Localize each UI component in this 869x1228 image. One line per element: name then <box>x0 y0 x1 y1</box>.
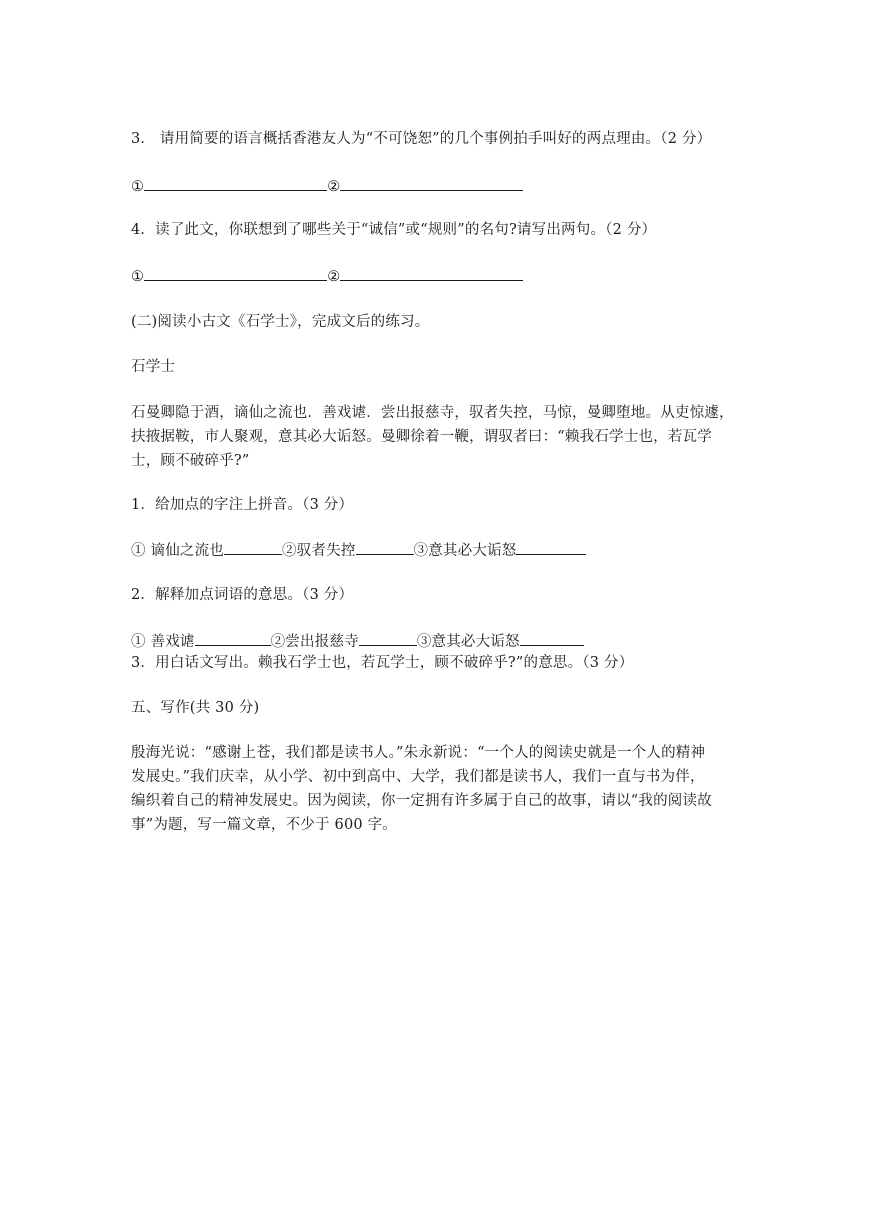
answer-blank <box>359 631 417 646</box>
answer-blank-2 <box>340 176 523 191</box>
passage-question-1: 1．给加点的字注上拼音。（3 分） <box>131 497 354 513</box>
answer-blank <box>195 631 271 646</box>
question-3: 3． 请用简要的语言概括香港友人为“不可饶恕”的几个事例拍手叫好的两点理由。（2 分） <box>131 131 712 147</box>
passage-question-3: 3．用白话文写出。赖我石学士也，若瓦学士，顾不破碎乎?”的意思。（3 分） <box>131 655 634 671</box>
item-label: ① 善戏谑 <box>131 634 195 650</box>
answer-mark-1: ① <box>131 269 145 285</box>
question-4: 4．读了此文，你联想到了哪些关于“诚信”或“规则”的名句?请写出两句。（2 分） <box>131 222 657 238</box>
answer-blank <box>224 540 282 555</box>
passage-line: 扶掖据鞍，市人聚观，意其必大诟怒。曼卿徐着一鞭，谓驭者曰：“赖我石学士也，若瓦学 <box>131 429 712 445</box>
writing-heading: 五、写作(共 30 分) <box>131 700 260 716</box>
answer-blank-2 <box>340 266 523 281</box>
passage-line: 士，顾不破碎乎?” <box>131 453 250 469</box>
q4-answer-line <box>131 266 523 287</box>
answer-mark-1: ① <box>131 179 145 195</box>
answer-blank <box>356 540 414 555</box>
writing-prompt-line: 事”为题，写一篇文章，不少于 600 字。 <box>131 817 398 833</box>
passage-q2-answer-line <box>131 631 584 652</box>
answer-blank <box>516 540 586 555</box>
passage-question-2: 2．解释加点词语的意思。（3 分） <box>131 587 354 603</box>
answer-blank-1 <box>144 176 327 191</box>
section-two-intro: (二)阅读小古文《石学士》，完成文后的练习。 <box>131 314 430 330</box>
passage-line: 石曼卿隐于酒，谪仙之流也．善戏谑．尝出报慈寺，驭者失控，马惊，曼卿堕地。从吏惊遽， <box>131 405 734 421</box>
passage-q1-answer-line <box>131 540 586 561</box>
writing-prompt-line: 殷海光说：“感谢上苍，我们都是读书人。”朱永新说：“一个人的阅读史就是一个人的精神 <box>131 745 706 761</box>
writing-prompt-line: 编织着自己的精神发展史。因为阅读，你一定拥有许多属于自己的故事，请以“我的阅读故 <box>131 793 712 809</box>
answer-mark-2: ② <box>327 269 341 285</box>
answer-blank <box>520 631 584 646</box>
writing-prompt-line: 发展史。”我们庆幸，从小学、初中到高中、大学，我们都是读书人，我们一直与书为伴， <box>131 769 705 785</box>
answer-mark-2: ② <box>327 179 341 195</box>
answer-blank-1 <box>144 266 327 281</box>
passage-title: 石学士 <box>131 359 176 375</box>
q3-answer-line <box>131 176 523 197</box>
item-label: ②尝出报慈寺 <box>270 634 359 650</box>
item-label: ③意其必大诟怒 <box>416 634 520 650</box>
item-label: ③意其必大诟怒 <box>413 543 517 559</box>
item-label: ① 谪仙之流也 <box>131 543 225 559</box>
item-label: ②驭者失控 <box>282 543 356 559</box>
